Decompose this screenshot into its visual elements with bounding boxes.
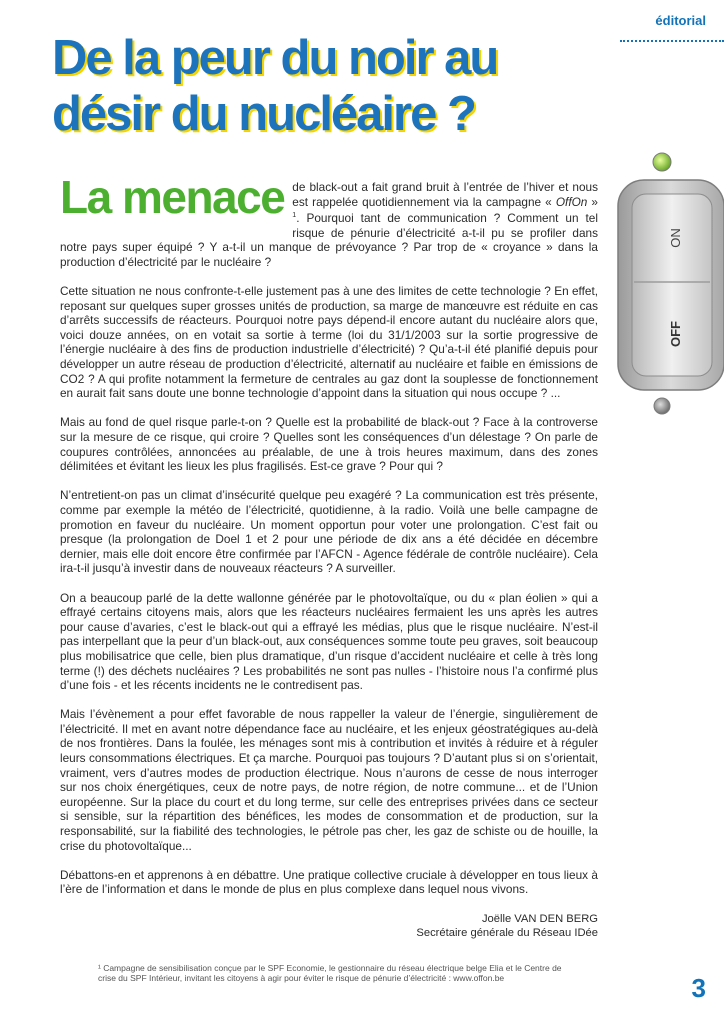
author-name: Joëlle VAN DEN BERG [481,912,598,925]
body-paragraph-6: Débattons-en et apprenons à en débattre. Une pratique collective cruciale à développer en tous lieux à l’ère de l’information et dans le monde de plus en plus complexe dans lequel nous vivons. [60,867,598,897]
led-off-icon [654,398,670,414]
intro-text-quote-close: » [587,194,598,209]
footnote: ¹ Campagne de sensibilisation conçue par le SPF Economie, le gestionnaire du réseau électrique belge Elia et le Centre de crise du SPF Intérieur, invitant les citoyens à agir pour éviter le risque de pénurie d’électricité : www.offon.be [98,963,562,983]
footnote-reference: 1 [292,212,297,220]
author-role: Secrétaire générale du Réseau IDée [416,927,598,940]
switch-off-label: OFF [668,321,683,347]
section-label: éditorial [655,13,706,28]
intro-text-start: de black-out a fait grand bruit à l’entrée de l’hiver et nous est rappelée quotidiennement via la campagne « [292,180,598,209]
intro-paragraph [60,171,598,269]
campaign-name: OffOn [555,194,588,209]
page-number: 3 [691,973,706,1003]
switch-on-label: ON [668,228,683,248]
body-paragraph-4: On a beaucoup parlé de la dette wallonne générée par le photovoltaïque, ou du « plan éolien » qui a effrayé certains citoyens mais, alors que les réacteurs nucléaires fermaient les uns après les autres pour cause d’avaries, c’est le black-out qui a effrayé les médias, plus que le risque nucléaire. N’est-il pas interpellant que la peur d’un black-out, aux conséquences somme toute peu graves, soit beaucoup plus mobilisatrice que celle, bien plus dramatique, d’un risque d’accident nucléaire et celle à très long terme (!) des déchets nucléaires ? Les probabilités ne sont pas nulles - l’histoire nous l’a confirmé plus d’une fois - et les récents incidents ne le contredisent pas. [60,590,598,693]
page-title: De la peur du noir au désir du nucléaire ? [52,31,498,141]
signature [60,912,598,941]
body-paragraph-5: Mais l’évènement a pour effet favorable de nous rappeller la valeur de l’énergie, singulièrement de l’électricité. Il met en avant notre dépendance face au nucléaire, et les enjeux géostratégiques au-delà de nos frontières. Dans la foulée, les ménages sont mis à contribution et invités à réduire et à réguler leurs consommations électriques. Et ça marche. Pourquoi pas toujours ? D’autant plus si on s’orientait, vraiment, vers d’autres modes de production électrique. Nous n’aurons de cesse de nous interroger sur nos choix énergétiques, ceux de notre pays, de notre région, de notre commune... et de l’Union européenne. Sur la place du court et du long terme, sur celle des entreprises privées dans ce secteur si sensible, sur la répartition des bénéfices, les modes de consommation et de production, sur la responsabilité, sur la fiabilité des technologies, le pétrole pas cher, les gaz de schiste ou de houille, la crise du photovoltaïque... [60,707,598,853]
power-switch-illustration [592,150,724,420]
intro-text-end: . Pourquoi tant de communication ? Comment un tel risque de pénurie d’électricité a-t-il pu se profiler dans notre pays super équipé ? Y a-t-il un manque de prévoyance ? Par trop de « croyance » dans la production d’électricité par le nucléaire ? [60,211,598,269]
body-paragraph-1: Cette situation ne nous confronte-t-elle justement pas à une des limites de cette technologie ? En effet, reposant sur quelques super grosses unités de production, sa marge de manœuvre est réduite en cas d’arrêts successifs de réacteurs. Pourquoi notre pays dépend-il encore autant du nucléaire alors que, voici douze années, on en votait sa sortie à terme (loi du 31/1/2003 sur la sortie progressive de l’énergie nucléaire à des fins de production industrielle d’électricité) ? Qu’a-t-il été planifié depuis pour développer un autre réseau de production d’électricité, alternatif au nucléaire et faible en émissions de CO2 ? A qui profite notamment la fermeture de centrales au gaz dont la souplesse de fonctionnement en aurait fait sans doute une bonne technologie d’appoint dans la situation qui nous occupe ? ... [60,284,598,401]
section-divider [620,40,724,42]
switch-rocker [632,194,712,376]
lead-word: La menace [60,171,285,223]
led-on-icon [653,153,671,171]
body-paragraph-3: N’entretient-on pas un climat d’insécurité quelque peu exagéré ? La communication est très présente, comme par exemple la météo de l’électricité, quotidienne, à la radio. Voilà une belle campagne de promotion en faveur du nucléaire. Un moment opportun pour voter une prolongation. C’est fait ou presque (la prolongation de Doel 1 et 2 pour une période de dix ans a été décidée en décembre dernier, mais elle doit encore être confirmée par l’AFCN - Agence fédérale de contrôle nucléaire). Cela ira-t-il jusqu’à investir dans de nouveaux réacteurs ? A surveiller. [60,488,598,576]
body-paragraph-2: Mais au fond de quel risque parle-t-on ? Quelle est la probabilité de black-out ? Face à la controverse sur la mesure de ce risque, qui croire ? Quelles sont les conséquences d’un délestage ? On parle de coupures contrôlées, annoncées au préalable, de une à trois heures maximum, dans des zones délimitées et évitant les lieux les plus fragilisés. Est-ce grave ? Pour qui ? [60,415,598,474]
editorial-article [60,171,598,941]
